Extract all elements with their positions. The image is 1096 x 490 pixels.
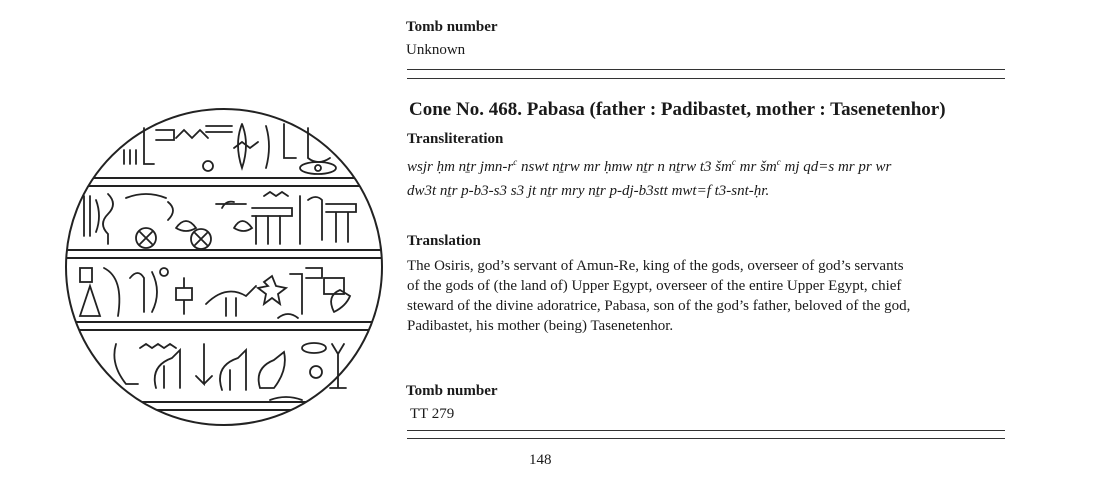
divider [407,69,1005,70]
page-number: 148 [529,452,552,468]
translation-line: steward of the divine adoratrice, Pabasa, son of the god’s father, beloved of the god, [407,298,911,314]
funerary-cone-drawing [56,108,392,426]
tomb-number-value: TT 279 [410,406,455,422]
cone-number: Cone No. 468. [409,99,522,120]
translation-line: The Osiris, god’s servant of Amun-Re, king of the gods, overseer of god’s servants [407,258,904,274]
cone-owner: Pabasa (father : Padibastet, mother : Tasenetenhor) [526,99,946,120]
tomb-number-label: Tomb number [406,383,498,399]
transliteration-line: wsjr ḥm nṯr jmn-$r^c$ nswt nṯrw mr ḥmw nṯr n nṯrw t3 $šm^c$ mr $šm^c$ mj qd=s mr pr wr [407,157,892,175]
tomb-number-label-top: Tomb number [406,19,498,35]
tomb-number-value-top: Unknown [406,42,466,58]
divider [407,430,1005,431]
translation-line: of the gods of (the land of) Upper Egypt, overseer of the entire Upper Egypt, chief [407,278,902,294]
divider [407,438,1005,439]
transliteration-line: dw3t nṯr p-b3-s3 s3 jt nṯr mry nṯr p-dj-b3stt mwt=f t3-snt-ḥr. [407,183,770,199]
translation-line: Padibastet, his mother (being) Tasenetenhor. [407,318,674,334]
divider [407,78,1005,79]
translation-text [407,256,910,336]
transliteration-label: Transliteration [407,131,504,147]
transliteration-text [407,150,891,203]
translation-label: Translation [407,233,481,249]
entry-heading [409,99,946,121]
